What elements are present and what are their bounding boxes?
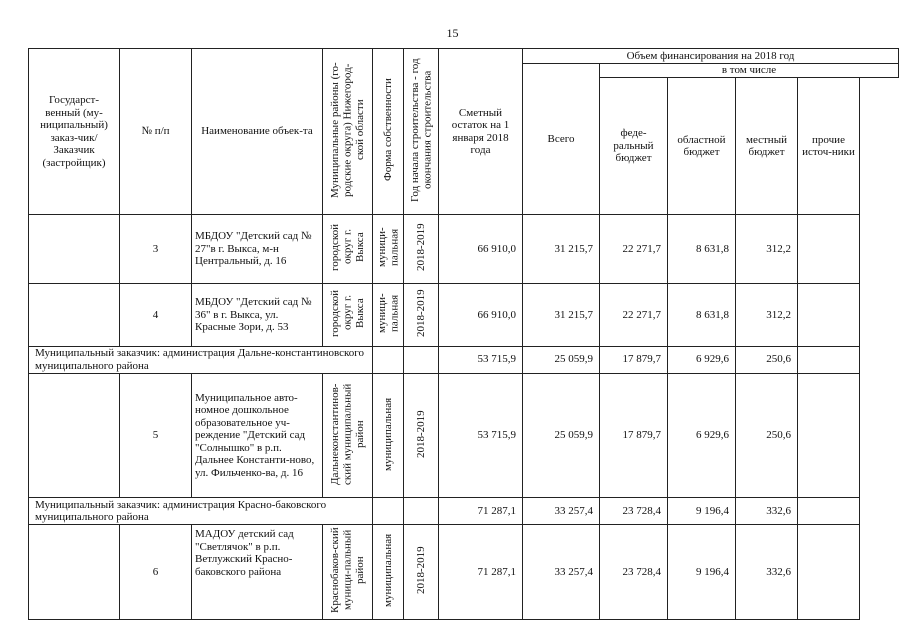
object-name: Муниципальное авто-номное дошкольное образовательное уч-реждение "Детский сад "Солнышко" в р.п. Дальнее Константи-ново, ул. Фильченко-ва, д. 16 — [192, 373, 323, 498]
ownership: муници-пальная — [373, 284, 404, 347]
balance: 53 715,9 — [439, 373, 523, 498]
years: 2018-2019 — [404, 525, 439, 620]
page-number: 15 — [446, 26, 459, 40]
total: 31 215,7 — [523, 284, 600, 347]
header-regional: областной бюджет — [668, 78, 736, 215]
other — [798, 525, 860, 620]
local: 332,6 — [736, 525, 798, 620]
total: 25 059,9 — [523, 346, 600, 373]
header-district: Муниципальные районы (го-родские округа) Нижегород-ской области — [323, 49, 373, 215]
customer-cell — [29, 215, 120, 284]
local: 332,6 — [736, 498, 798, 525]
header-years: Год начала строительства - год окончания строительства — [404, 49, 439, 215]
table-row — [29, 215, 899, 284]
row-num: 4 — [120, 284, 192, 347]
balance: 71 287,1 — [439, 498, 523, 525]
customer-cell — [29, 284, 120, 347]
regional: 6 929,6 — [668, 346, 736, 373]
local: 312,2 — [736, 215, 798, 284]
other — [798, 373, 860, 498]
district: городской округ г. Выкса — [323, 284, 373, 347]
header-estimated-balance: Сметный остаток на 1 января 2018 года — [439, 49, 523, 215]
federal: 17 879,7 — [600, 373, 668, 498]
table-row — [29, 373, 899, 498]
balance: 53 715,9 — [439, 346, 523, 373]
other — [798, 498, 860, 525]
local: 312,2 — [736, 284, 798, 347]
header-customer: Государст-венный (му-ниципальный) заказ-чик/Заказчик (застройщик) — [29, 49, 120, 215]
federal: 17 879,7 — [600, 346, 668, 373]
federal: 23 728,4 — [600, 498, 668, 525]
federal: 22 271,7 — [600, 215, 668, 284]
financing-table — [28, 48, 899, 620]
header-total: Всего — [523, 64, 600, 215]
balance: 71 287,1 — [439, 525, 523, 620]
balance: 66 910,0 — [439, 284, 523, 347]
header-funding: Объем финансирования на 2018 год — [523, 49, 899, 64]
total: 33 257,4 — [523, 525, 600, 620]
years: 2018-2019 — [404, 284, 439, 347]
header-local: местный бюджет — [736, 78, 798, 215]
header-other: прочие источ-ники — [798, 78, 860, 215]
regional: 8 631,8 — [668, 284, 736, 347]
table-row — [29, 284, 899, 347]
group-label: Муниципальный заказчик: администрация Дальне-константиновского муниципального района — [29, 346, 373, 373]
regional: 9 196,4 — [668, 498, 736, 525]
years: 2018-2019 — [404, 215, 439, 284]
row-num: 3 — [120, 215, 192, 284]
object-name: МБДОУ "Детский сад № 36" в г. Выкса, ул. Красные Зори, д. 53 — [192, 284, 323, 347]
header-object-name: Наименование объек-та — [192, 49, 323, 215]
group-row — [29, 346, 899, 373]
row-num: 5 — [120, 373, 192, 498]
group-label: Муниципальный заказчик: администрация Красно-баковского муниципального района — [29, 498, 373, 525]
empty-cell — [373, 498, 404, 525]
customer-cell — [29, 373, 120, 498]
ownership: муниципальная — [373, 373, 404, 498]
other — [798, 284, 860, 347]
regional: 9 196,4 — [668, 525, 736, 620]
table-row — [29, 525, 899, 620]
regional: 6 929,6 — [668, 373, 736, 498]
district: городской округ г. Выкса — [323, 215, 373, 284]
other — [798, 346, 860, 373]
district: Дальнеконстантинов-ский муниципальный район — [323, 373, 373, 498]
federal: 22 271,7 — [600, 284, 668, 347]
years: 2018-2019 — [404, 373, 439, 498]
local: 250,6 — [736, 346, 798, 373]
customer-cell — [29, 525, 120, 620]
row-num: 6 — [120, 525, 192, 620]
object-name: МАДОУ детский сад "Светлячок" в р.п. Ветлужский Красно-баковского района — [192, 525, 323, 620]
header-including: в том числе — [600, 64, 899, 78]
district: Краснобаков-ский муници-пальный район — [323, 525, 373, 620]
ownership: муниципальная — [373, 525, 404, 620]
total: 31 215,7 — [523, 215, 600, 284]
group-row — [29, 498, 899, 525]
header-federal: феде-ральный бюджет — [600, 78, 668, 215]
header-num: № п/п — [120, 49, 192, 215]
empty-cell — [373, 346, 404, 373]
regional: 8 631,8 — [668, 215, 736, 284]
federal: 23 728,4 — [600, 525, 668, 620]
ownership: муници-пальная — [373, 215, 404, 284]
empty-cell — [404, 498, 439, 525]
empty-cell — [404, 346, 439, 373]
header-ownership: Форма собственности — [373, 49, 404, 215]
total: 33 257,4 — [523, 498, 600, 525]
object-name: МБДОУ "Детский сад № 27"в г. Выкса, м-н Центральный, д. 16 — [192, 215, 323, 284]
total: 25 059,9 — [523, 373, 600, 498]
other — [798, 215, 860, 284]
local: 250,6 — [736, 373, 798, 498]
balance: 66 910,0 — [439, 215, 523, 284]
